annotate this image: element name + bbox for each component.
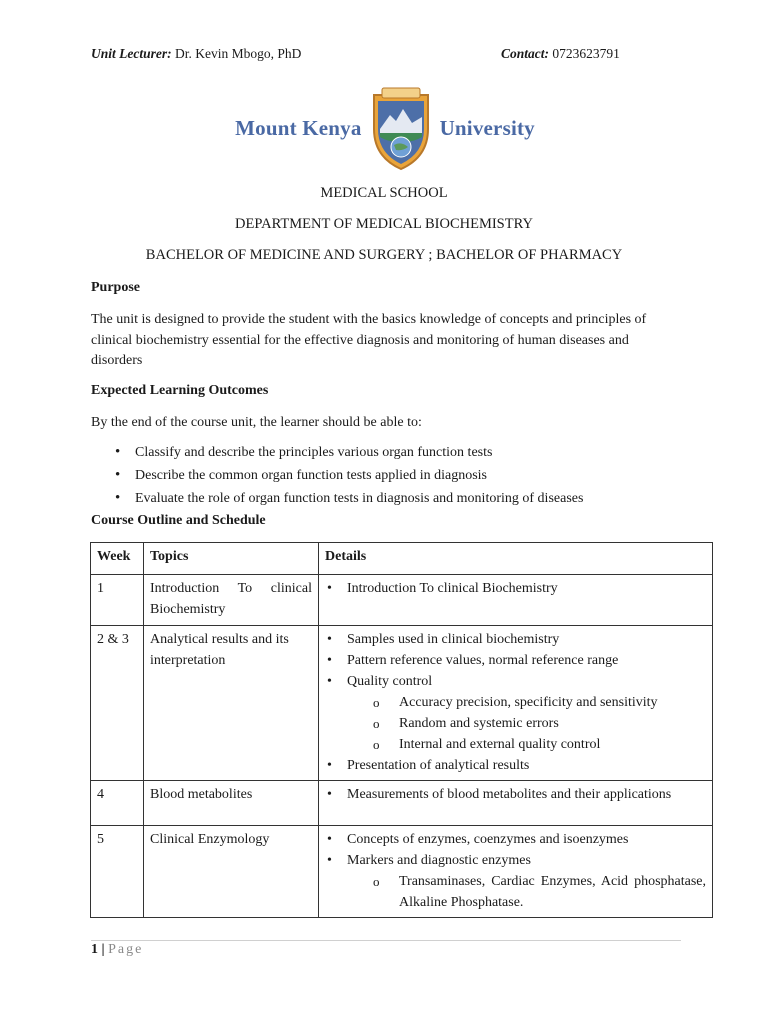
list-item: • Describe the common organ function tests applied in diagnosis (115, 468, 583, 491)
page-label: Page (108, 942, 144, 957)
table-row (91, 626, 713, 781)
university-logo (200, 80, 570, 176)
outcomes-list (115, 445, 583, 514)
detail-item: • Markers and diagnostic enzymes (325, 850, 706, 871)
detail-item: • Introduction To clinical Biochemistry (325, 578, 706, 599)
table-row (91, 826, 713, 918)
logo-left-word: Mount Kenya (235, 115, 362, 140)
list-item: • Evaluate the role of organ function tests in diagnosis and monitoring of diseases (115, 491, 583, 514)
unit-lecturer-label: Unit Lecturer: (91, 46, 172, 61)
topic-cell: Analytical results and its interpretation (144, 626, 319, 781)
details-cell (319, 826, 713, 918)
detail-item: • Measurements of blood metabolites and their applications (325, 784, 706, 805)
week-cell: 2 & 3 (91, 626, 144, 781)
university-crest-icon (370, 85, 432, 171)
topic-cell: Blood metabolites (144, 781, 319, 826)
column-header-topics: Topics (144, 543, 319, 575)
detail-item: • Presentation of analytical results (325, 755, 706, 776)
sub-detail-item: o Transaminases, Cardiac Enzymes, Acid phosphatase, Alkaline Phosphatase. (325, 871, 706, 913)
detail-item: • Concepts of enzymes, coenzymes and isoenzymes (325, 829, 706, 850)
column-header-week: Week (91, 543, 144, 575)
programmes-title: BACHELOR OF MEDICINE AND SURGERY ; BACHELOR OF PHARMACY (145, 247, 623, 263)
outcomes-heading: Expected Learning Outcomes (91, 383, 269, 398)
detail-item: • Pattern reference values, normal reference range (325, 650, 706, 671)
contact-value: 0723623791 (552, 46, 620, 61)
week-cell: 4 (91, 781, 144, 826)
detail-item: • Samples used in clinical biochemistry (325, 629, 706, 650)
page-footer (91, 942, 143, 958)
department-title: DEPARTMENT OF MEDICAL BIOCHEMISTRY (235, 216, 533, 232)
table-header-row (91, 543, 713, 575)
unit-lecturer-name: Dr. Kevin Mbogo, PhD (175, 46, 302, 61)
week-cell: 5 (91, 826, 144, 918)
sub-detail-item: o Random and systemic errors (325, 713, 706, 734)
details-cell (319, 575, 713, 626)
contact-label: Contact: (501, 46, 550, 61)
table-row (91, 575, 713, 626)
purpose-text: The unit is designed to provide the student with the basics knowledge of concepts and principles of clinical biochemistry essential for the effective diagnosis and monitoring of human diseases and disorders (91, 312, 647, 368)
sub-detail-item: o Internal and external quality control (325, 734, 706, 755)
footer-divider (91, 940, 681, 941)
page-number: 1 (91, 942, 98, 957)
logo-right-word: University (439, 115, 535, 140)
detail-item: • Quality control (325, 671, 706, 692)
school-title: MEDICAL SCHOOL (320, 185, 448, 201)
course-schedule-table (90, 542, 713, 918)
purpose-heading: Purpose (91, 280, 140, 295)
details-cell (319, 626, 713, 781)
outcomes-intro: By the end of the course unit, the learner should be able to: (91, 415, 422, 430)
column-header-details: Details (319, 543, 713, 575)
list-item: • Classify and describe the principles various organ function tests (115, 445, 583, 468)
topic-cell: Clinical Enzymology (144, 826, 319, 918)
table-row (91, 781, 713, 826)
unit-lecturer-line (91, 46, 301, 62)
sub-detail-item: o Accuracy precision, specificity and sensitivity (325, 692, 706, 713)
course-outline-heading: Course Outline and Schedule (91, 513, 266, 528)
page-separator: | (101, 942, 105, 957)
contact-line (501, 46, 620, 62)
week-cell: 1 (91, 575, 144, 626)
details-cell (319, 781, 713, 826)
topic-cell: Introduction To clinical Biochemistry (144, 575, 319, 626)
